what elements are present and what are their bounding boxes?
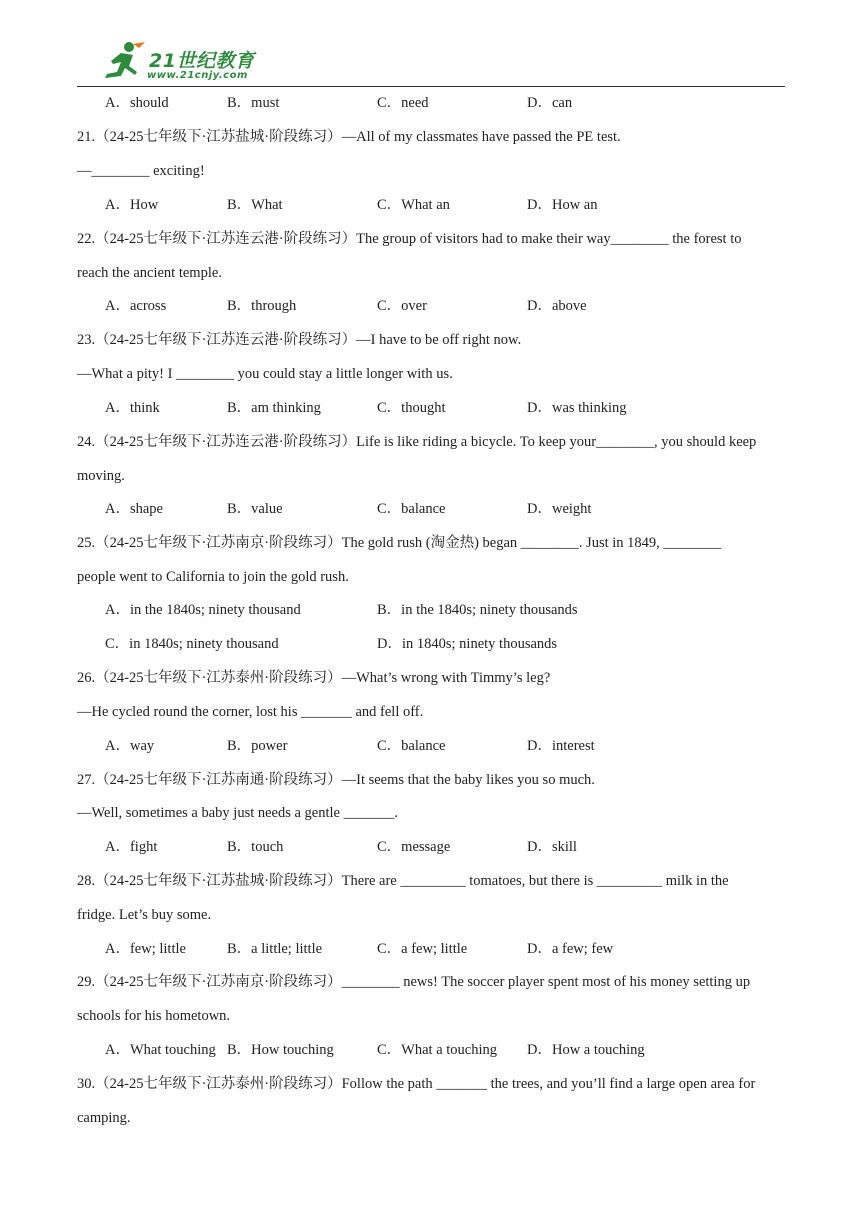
q28-line2: fridge. Let’s buy some. [77,907,212,923]
q26-option-d: D．interest [527,738,595,754]
q26-stem: 26.（24-25七年级下·江苏泰州·阶段练习）—What’s wrong with Timmy’s leg? [77,670,551,686]
q22-option-b: B．through [227,298,297,314]
q29-option-b: B．How touching [227,1042,334,1058]
q23-line2: —What a pity! I ________ you could stay a little longer with us. [77,366,453,382]
q24-option-d: D．weight [527,501,592,517]
q22-stem: 22.（24-25七年级下·江苏连云港·阶段练习）The group of visitors had to make their way________ the forest to [77,231,742,247]
q25-stem: 25.（24-25七年级下·江苏南京·阶段练习）The gold rush (淘金热) began ________. Just in 1849, ________ [77,535,722,551]
q23-option-a: A．think [105,400,160,416]
q29-line2: schools for his hometown. [77,1008,231,1024]
q25-option-c: C．in 1840s; ninety thousand [105,636,279,652]
q21-stem: 21.（24-25七年级下·江苏盐城·阶段练习）—All of my classmates have passed the PE test. [77,129,621,145]
q24-option-a: A．shape [105,501,163,517]
q28-option-b: B．a little; little [227,941,323,957]
q28-stem: 28.（24-25七年级下·江苏盐城·阶段练习）There are _________ tomatoes, but there is _________ milk in the [77,873,729,889]
q25-line2: people went to California to join the gold rush. [77,569,349,585]
q22-line2: reach the ancient temple. [77,265,222,281]
q23-option-c: C．thought [377,400,446,416]
q21-line2: —________ exciting! [77,163,205,179]
q29-option-a: A．What touching [105,1042,216,1058]
logo [99,40,269,84]
q26-line2: —He cycled round the corner, lost his _______ and fell off. [77,704,424,720]
q27-option-a: A．fight [105,839,158,855]
q22-option-a: A．across [105,298,167,314]
q23-stem: 23.（24-25七年级下·江苏连云港·阶段练习）—I have to be off right now. [77,332,522,348]
q24-line2: moving. [77,468,125,484]
q25-option-b: B．in the 1840s; ninety thousands [377,602,578,618]
q26-option-b: B．power [227,738,288,754]
q25-option-a: A．in the 1840s; ninety thousand [105,602,301,618]
q28-option-a: A．few; little [105,941,186,957]
logo-url: www.21cnjy.com [147,70,248,81]
q26-option-c: C．balance [377,738,446,754]
q25-option-d: D．in 1840s; ninety thousands [377,636,558,652]
q23-option-b: B．am thinking [227,400,321,416]
page-header [77,36,785,87]
q26-option-a: A．way [105,738,155,754]
q20-option-c: C．need [377,95,429,111]
q27-option-d: D．skill [527,839,577,855]
q28-option-c: C．a few; little [377,941,468,957]
q21-option-b: B．What [227,197,283,213]
q22-option-d: D．above [527,298,587,314]
q27-line2: —Well, sometimes a baby just needs a gentle _______. [77,805,398,821]
q20-option-d: D．can [527,95,573,111]
q21-option-c: C．What an [377,197,450,213]
q29-stem: 29.（24-25七年级下·江苏南京·阶段练习）________ news! The soccer player spent most of his money setting up [77,974,751,990]
q27-option-c: C．message [377,839,451,855]
q24-option-c: C．balance [377,501,446,517]
logo-title: 21世纪教育 [149,50,255,72]
q24-stem: 24.（24-25七年级下·江苏连云港·阶段练习）Life is like riding a bicycle. To keep your________, you should keep [77,434,757,450]
q22-option-c: C．over [377,298,427,314]
q21-option-d: D．How an [527,197,598,213]
q23-option-d: D．was thinking [527,400,627,416]
q20-option-b: B．must [227,95,280,111]
q28-option-d: D．a few; few [527,941,614,957]
q20-option-a: A．should [105,95,169,111]
q27-stem: 27.（24-25七年级下·江苏南通·阶段练习）—It seems that the baby likes you so much. [77,772,595,788]
q24-option-b: B．value [227,501,283,517]
q29-option-d: D．How a touching [527,1042,645,1058]
q30-line2: camping. [77,1110,131,1126]
q27-option-b: B．touch [227,839,284,855]
runner-logo-icon [99,40,147,84]
q29-option-c: C．What a touching [377,1042,498,1058]
q30-stem: 30.（24-25七年级下·江苏泰州·阶段练习）Follow the path _______ the trees, and you’ll find a large open area for [77,1076,756,1092]
q21-option-a: A．How [105,197,159,213]
